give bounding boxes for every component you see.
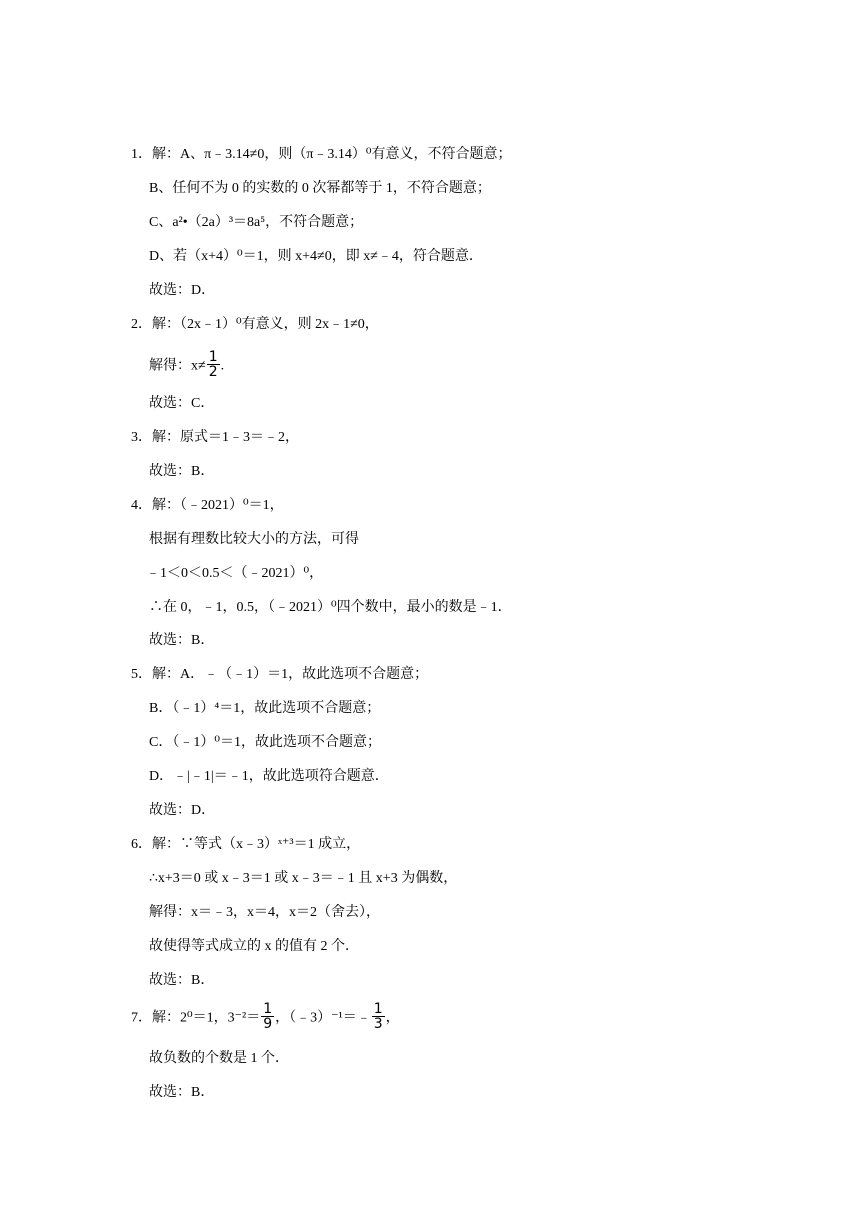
fraction-denominator: 9 [263,1016,273,1032]
item-3-answer: 故选：B． [149,464,215,479]
item-1-line-4: D、若（x+4）⁰＝1，则 x+4≠0，即 x≠﹣4，符合题意． [149,249,483,264]
fraction-numerator: 1 [373,1001,383,1017]
fraction-one-ninth [261,1002,274,1031]
item-1-line-3: C、a²•（2a）³＝8a⁵，不符合题意； [149,215,364,230]
item-2-answer: 故选：C． [149,396,215,411]
item-5-line-2: B．（﹣1）⁴＝1，故此选项不合题意； [149,701,381,716]
item-7-answer: 故选：B． [149,1085,215,1100]
item-6-line-2: ∴x+3＝0 或 x﹣3＝1 或 x﹣3＝﹣1 且 x+3 为偶数， [149,871,458,886]
item-5-answer: 故选：D． [149,803,216,818]
item-2-line-1: 2．解：（2x﹣1）⁰有意义，则 2x﹣1≠0， [131,317,379,332]
item-3-line-1: 3．解：原式＝1﹣3＝﹣2， [131,430,299,445]
item-7-lead-text: 7．解：2⁰＝1，3⁻²＝ [131,1010,261,1026]
item-5-line-3: C．（﹣1）⁰＝1，故此选项不合题意； [149,735,381,750]
item-4-line-4: ∴在 0，﹣1，0.5，（﹣2021）⁰四个数中，最小的数是﹣1． [149,600,512,615]
fraction-suffix: ， [385,1010,400,1026]
item-6-line-4: 故使得等式成立的 x 的值有 2 个． [149,939,359,954]
fraction-denominator: 2 [208,364,218,380]
item-1-line-2: B、任何不为 0 的实数的 0 次幂都等于 1，不符合题意； [149,181,491,196]
fraction-numerator: 1 [208,349,218,365]
fraction-one-third [372,1002,385,1031]
item-5-line-1: 5．解：A．﹣（﹣1）＝1，故此选项不合题意； [131,667,429,682]
item-4-line-1: 4．解：（﹣2021）⁰＝1， [131,498,284,513]
item-1-line-1: 1．解：A、π﹣3.14≠0，则（π﹣3.14）⁰有意义，不符合题意； [131,147,512,162]
fraction-one-half [207,350,220,379]
item-2-solve-text: 解得：x≠ [149,358,206,374]
item-6-line-3: 解得：x＝﹣3，x＝4，x＝2（舍去）， [149,905,380,920]
item-6-line-1: 6．解：∵等式（x﹣3）ˣ⁺³＝1 成立， [131,837,361,852]
item-4-answer: 故选：B． [149,633,215,648]
item-7-line-1 [131,1001,400,1032]
fraction-numerator: 1 [263,1001,273,1017]
item-7-line-2: 故负数的个数是 1 个． [149,1051,289,1066]
item-7-middle-text: ，（﹣3）⁻¹＝﹣ [275,1010,371,1026]
item-5-line-4: D．﹣|﹣1|＝﹣1，故此选项符合题意． [149,769,389,784]
item-6-answer: 故选：B． [149,973,215,988]
fraction-suffix: . [220,358,225,374]
item-4-line-3: ﹣1＜0＜0.5＜（﹣2021）⁰， [146,566,324,581]
item-1-answer: 故选：D． [149,283,216,298]
fraction-denominator: 3 [373,1016,383,1032]
item-4-line-2: 根据有理数比较大小的方法，可得 [149,532,359,547]
item-2-line-2 [149,349,225,380]
